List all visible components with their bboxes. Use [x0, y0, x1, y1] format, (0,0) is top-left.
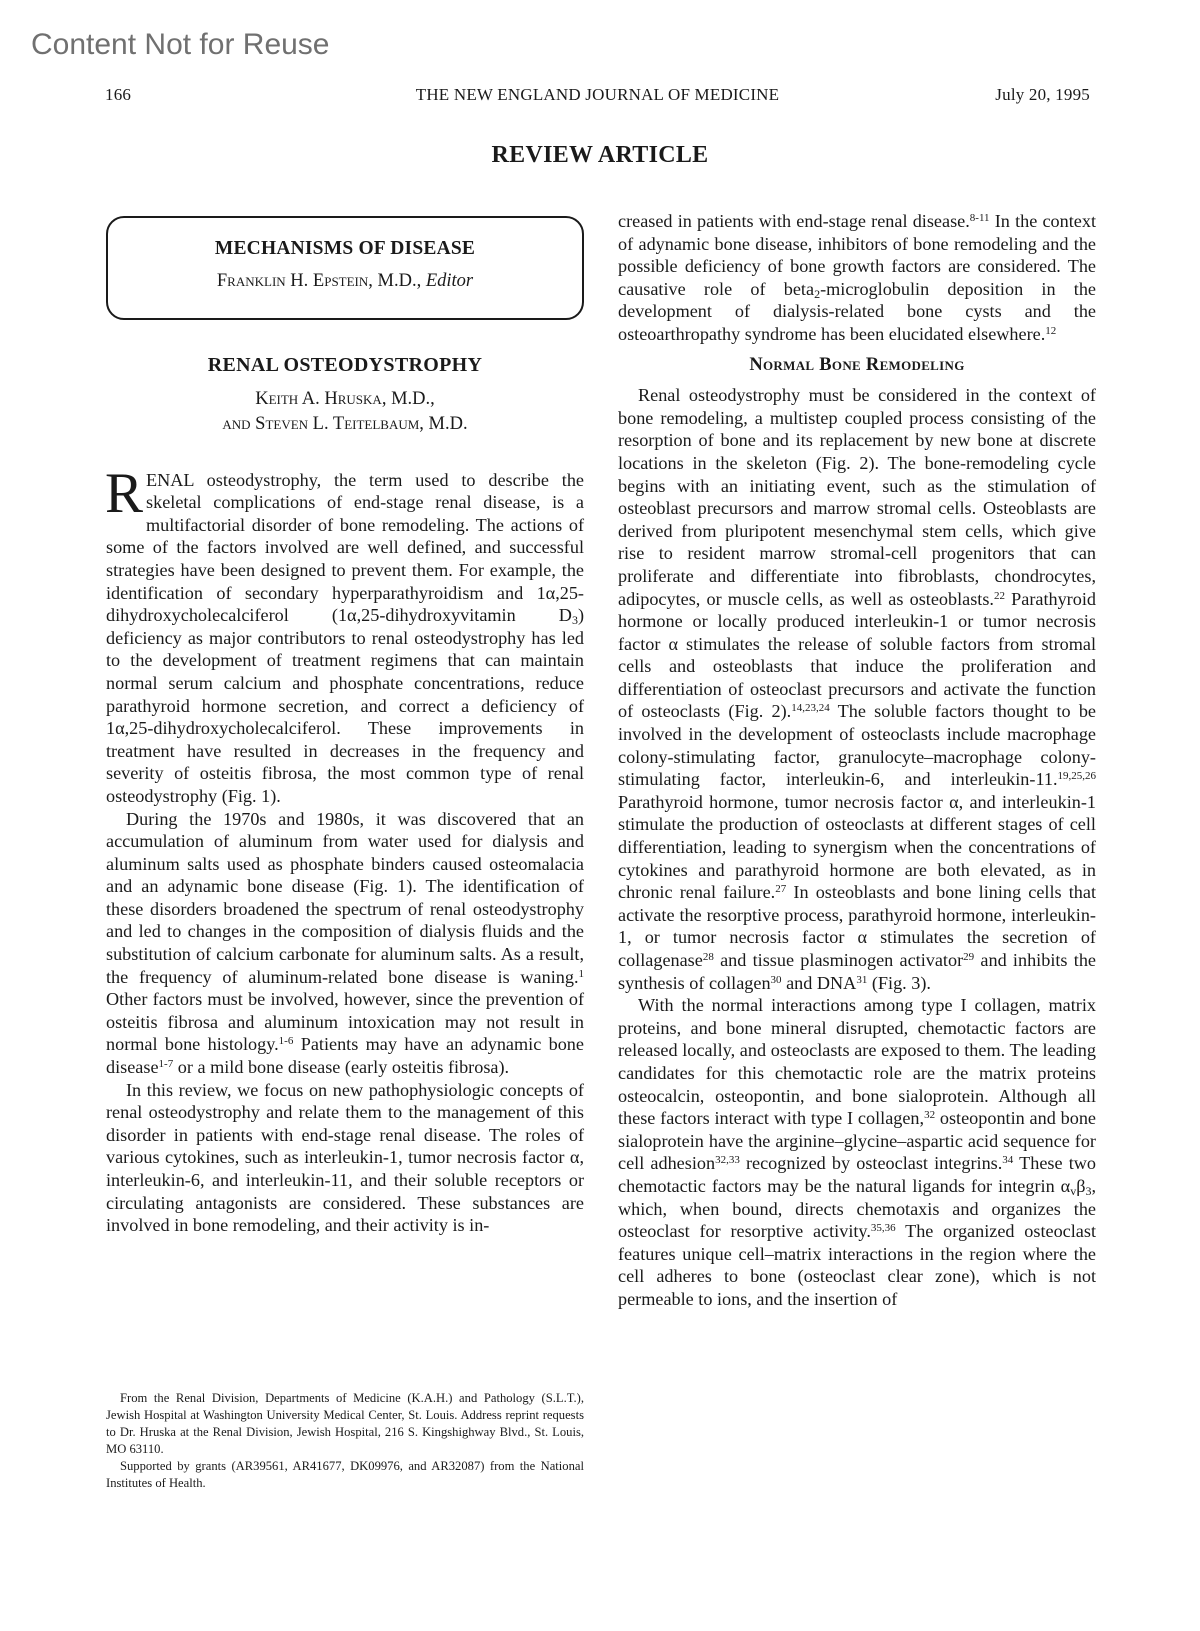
citation: 31	[856, 973, 868, 986]
citation: 8-11	[969, 212, 990, 224]
running-head	[105, 85, 1090, 109]
paragraph-intro	[105, 461, 584, 808]
text-run: In osteoblasts and bone lining cells that activate the resorptive process, parathyroid hormone, interleukin-1, or tumor necrosis factor α stimulates the secretion of collagenase	[618, 882, 1097, 970]
text-run: creased in patients with end-stage renal disease.	[618, 211, 970, 231]
text-run: osteopontin and bone sialoprotein have the arginine–glycine–aspartic acid sequence for cell adhesion	[618, 1108, 1096, 1174]
paragraph-scope: In this review, we focus on new pathophysiologic concepts of renal osteodystrophy and relate them to the management of this disorder in patients with end-stage renal disease. The roles of various cytokines, such as interleukin-1, tumor necrosis factor α, interleukin-6, and interleukin-11, and their soluble receptors or circulating antagonists are considered. These substances are involved in bone remodeling, and their activity is in-	[106, 1079, 584, 1236]
text-run: or a mild bone disease (early osteitis fibrosa).	[173, 1057, 510, 1078]
editor-line	[108, 270, 582, 293]
text-run: recognized by osteoclast integrins.	[739, 1153, 1003, 1174]
text-run: -microglobulin deposition in the development of dialysis-related bone cysts and the osteoarthropathy syndrome has been elucidated elsewhere.	[618, 278, 1096, 344]
section-heading: Normal Bone Remodeling	[749, 354, 965, 375]
subscript: 3	[1085, 1183, 1092, 1198]
watermark: Content Not for Reuse	[31, 28, 330, 61]
text-run: ) deficiency as major contributors to renal osteodystrophy has led to the development of treatment regimens that can maintain normal serum calcium and phosphate concentrations, reduce parathyroid hormone secretion, and correct a deficiency of 1α,25-dihydroxycholecalciferol. These improvements in treatment have resulted in decreases in the frequency and severity of osteitis fibrosa, the most common type of renal osteodystrophy (Fig. 1).	[106, 605, 584, 806]
text-run: These two chemotactic factors may be the natural ligands for integrin α	[618, 1153, 1096, 1196]
paragraph-chemotaxis	[618, 994, 1096, 1310]
journal-name: THE NEW ENGLAND JOURNAL OF MEDICINE	[415, 85, 780, 104]
subscript: v	[1070, 1183, 1077, 1198]
citation: 32,33	[715, 1154, 740, 1167]
citation: 27	[775, 883, 787, 896]
text-run: ENAL osteodystrophy, the term used to describe the skeletal complications of end-stage renal disease, is a multifactorial disorder of bone remodeling. The actions of some of the factors involved are well defined, and successful strategies have been designed to prevent them. For example, the identification of secondary hyperparathyroidism and 1α,25-dihydroxycholecalciferol (1α,25-dihydroxyvitamin D	[106, 469, 584, 626]
editor-name: Franklin H. Epstein, M.D.,	[216, 270, 422, 291]
page-number: 166	[105, 85, 132, 104]
text-run: With the normal interactions among type I collagen, matrix proteins, and bone mineral disrupted, chemotactic factors are released locally, and osteoclasts are exposed to them. The leading candidates for this chemotactic role are the matrix proteins osteocalcin, osteopontin, and bone sialoprotein. Although all these factors interact with type I collagen,	[618, 995, 1096, 1129]
citation: 29	[963, 951, 975, 963]
drop-cap: R	[105, 461, 144, 525]
author-2: and Steven L. Teitelbaum, M.D.	[222, 413, 468, 434]
series-title: MECHANISMS OF DISEASE	[214, 238, 476, 259]
citation: 34	[1002, 1154, 1014, 1167]
text-run: In the context of adynamic bone disease, inhibitors of bone remodeling and the possible deficiency of bone growth factors are considered. The causative role of beta	[618, 211, 1097, 299]
text-run: The organized osteoclast features unique cell–matrix interactions in the region where the cell adheres to bone (osteoclast clear zone), which is not permeable to ions, and the insertion of	[618, 1221, 1097, 1309]
text-run: Patients may have an adynamic bone disease	[106, 1034, 584, 1078]
text-run: (Fig. 3).	[867, 972, 931, 993]
citation: 32	[924, 1109, 936, 1122]
author-1: Keith A. Hruska, M.D.,	[255, 388, 435, 409]
text-run: β	[1076, 1175, 1086, 1196]
left-column	[106, 210, 584, 1237]
text-run: The soluble factors thought to be involved in the development of osteoclasts include macrophage colony-stimulating factor, granulocyte–macrophage colony-stimulating factor, interleukin-6, and interleukin-11.	[618, 701, 1097, 790]
citation: 12	[1045, 324, 1057, 337]
paragraph-continued	[618, 210, 1096, 346]
author-list	[106, 387, 584, 437]
subscript: 2	[814, 286, 821, 301]
text-run: During the 1970s and 1980s, it was discovered that an accumulation of aluminum from water used for dialysis and aluminum salts used as phosphate binders caused osteomalacia and an adynamic bone disease (Fig. 1). The identification of these disorders broadened the spectrum of renal osteodystrophy and led to changes in the composition of dialysis fluids and the substitution of calcium carbonate for aluminum salts. As a result, the frequency of aluminum-related bone disease is waning.	[106, 808, 584, 987]
footnote-support: Supported by grants (AR39561, AR41677, DK09976, and AR32087) from the National Institutes of Health.	[106, 1459, 584, 1490]
text-run: and DNA	[781, 972, 857, 993]
citation: 14,23,24	[791, 702, 830, 715]
text-run: Parathyroid hormone, tumor necrosis factor α, and interleukin-1 stimulate the production of osteoclasts at different stages of cell differentiation, leading to synergism when the concentrations of cytokines and parathyroid hormone are both elevated, as in chronic renal failure.	[618, 791, 1096, 903]
footnote-affiliation: From the Renal Division, Departments of Medicine (K.A.H.) and Pathology (S.L.T.), Jewish Hospital at Washington University Medical Center, St. Louis. Address reprint requests to Dr. Hruska at the Renal Division, Jewish Hospital, 216 S. Kingshighway Blvd., St. Louis, MO 63110.	[106, 1391, 584, 1456]
paragraph-history	[106, 808, 584, 1079]
subscript: 3	[571, 613, 578, 628]
citation: 28	[702, 951, 714, 963]
issue-date: July 20, 1995	[995, 85, 1090, 104]
citation: 35,36	[870, 1222, 896, 1235]
text-run: Renal osteodystrophy must be considered in the context of bone remodeling, a multistep coupled process consisting of the resorption of bone and its replacement by new bone at discrete locations in the skeleton (Fig. 2). The bone-remodeling cycle begins with an initiating event, such as the stimulation of osteoblast precursors and marrow stromal cells. Osteoblasts are derived from pluripotent mesenchymal stem cells, which give rise to resident marrow stromal-cell progenitors that can proliferate and differentiate into fibroblasts, chondrocytes, adipocytes, or muscle cells, as well as osteoblasts.	[618, 385, 1096, 609]
text-run: Parathyroid hormone or locally produced interleukin-1 or tumor necrosis factor α stimulates the release of soluble factors from stromal cells and osteoblasts that induce the proliferation and differentiation of osteoclast precursors and activate the function of osteoclasts (Fig. 2).	[618, 588, 1096, 722]
series-box	[106, 216, 584, 320]
right-column	[618, 210, 1096, 1311]
citation: 30	[770, 973, 782, 986]
text-run: Other factors must be involved, however, since the prevention of osteitis fibrosa and aluminum intoxication may not result in normal bone histology.	[106, 989, 584, 1055]
citation: 1-7	[158, 1058, 174, 1071]
editor-role: Editor	[425, 270, 474, 291]
text-run: and inhibits the synthesis of collagen	[618, 950, 1096, 993]
citation: 22	[993, 589, 1005, 602]
footnote	[106, 1390, 584, 1492]
section-title: REVIEW ARTICLE	[491, 142, 709, 168]
citation: 19,25,26	[1057, 770, 1096, 783]
article-title: RENAL OSTEODYSTROPHY	[207, 354, 483, 376]
article-body-left	[105, 461, 584, 1237]
text-run: and tissue plasminogen activator	[713, 950, 964, 970]
citation: 1	[578, 967, 584, 980]
citation: 1-6	[278, 1035, 294, 1048]
paragraph-remodeling	[618, 384, 1096, 994]
text-run: , which, when bound, directs chemotaxis and organizes the osteoclast for resorptive activity.	[618, 1175, 1096, 1242]
